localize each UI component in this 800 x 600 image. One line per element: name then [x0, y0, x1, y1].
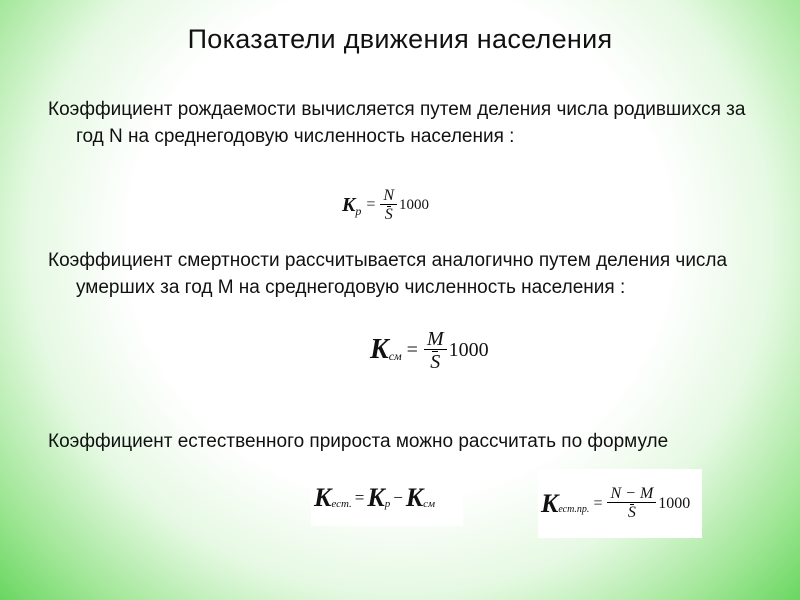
formula-minus: − — [393, 488, 403, 507]
birth-rate-formula — [338, 175, 455, 235]
formula-subscript: см — [388, 348, 402, 363]
formula-subscript: ест. — [331, 498, 352, 510]
formula-denominator: S — [430, 350, 441, 373]
natural-increase-formula-b — [538, 469, 702, 538]
formula-factor: 1000 — [448, 338, 489, 361]
formula-equals: = — [593, 494, 603, 512]
formula-equals: = — [354, 488, 365, 507]
natural-increase-formula-a — [311, 470, 463, 526]
formula-numerator: M — [424, 329, 447, 350]
formula-equals: = — [366, 196, 376, 213]
death-rate-text: Коэффициент смертности рассчитывается аналогично путем деления числа умерших за год M на среднегодовую численность населения : — [48, 250, 728, 298]
formula-factor: 1000 — [658, 494, 691, 512]
formula-term2: K — [405, 483, 424, 512]
formula-factor: 1000 — [399, 196, 430, 213]
formula-denominator: S — [384, 205, 393, 223]
formula-symbol: K — [370, 334, 389, 365]
formula-numerator: N — [380, 188, 397, 205]
natural-increase-text: Коэффициент естественного прироста можно рассчитать по формуле — [48, 431, 669, 452]
formula-numerator: N − M — [607, 486, 656, 503]
formula-subscript: р — [355, 203, 362, 218]
formula-denominator: S — [627, 504, 636, 521]
formula-term2-subscript: см — [423, 498, 436, 510]
formula-symbol: K — [314, 483, 332, 512]
formula-term1-subscript: р — [384, 498, 391, 510]
slide-title: Показатели движения населения — [187, 24, 613, 54]
formula-symbol: K — [541, 488, 559, 518]
formula-subscript: ест.пр. — [558, 504, 590, 515]
death-rate-formula — [367, 313, 513, 387]
formula-symbol: K — [342, 193, 356, 216]
birth-rate-text: Коэффициент рождаемости вычисляется путем деления числа родившихся за год N на среднегодовую численность населения : — [48, 99, 746, 147]
formula-term1: K — [367, 483, 385, 512]
formula-equals: = — [406, 338, 418, 361]
